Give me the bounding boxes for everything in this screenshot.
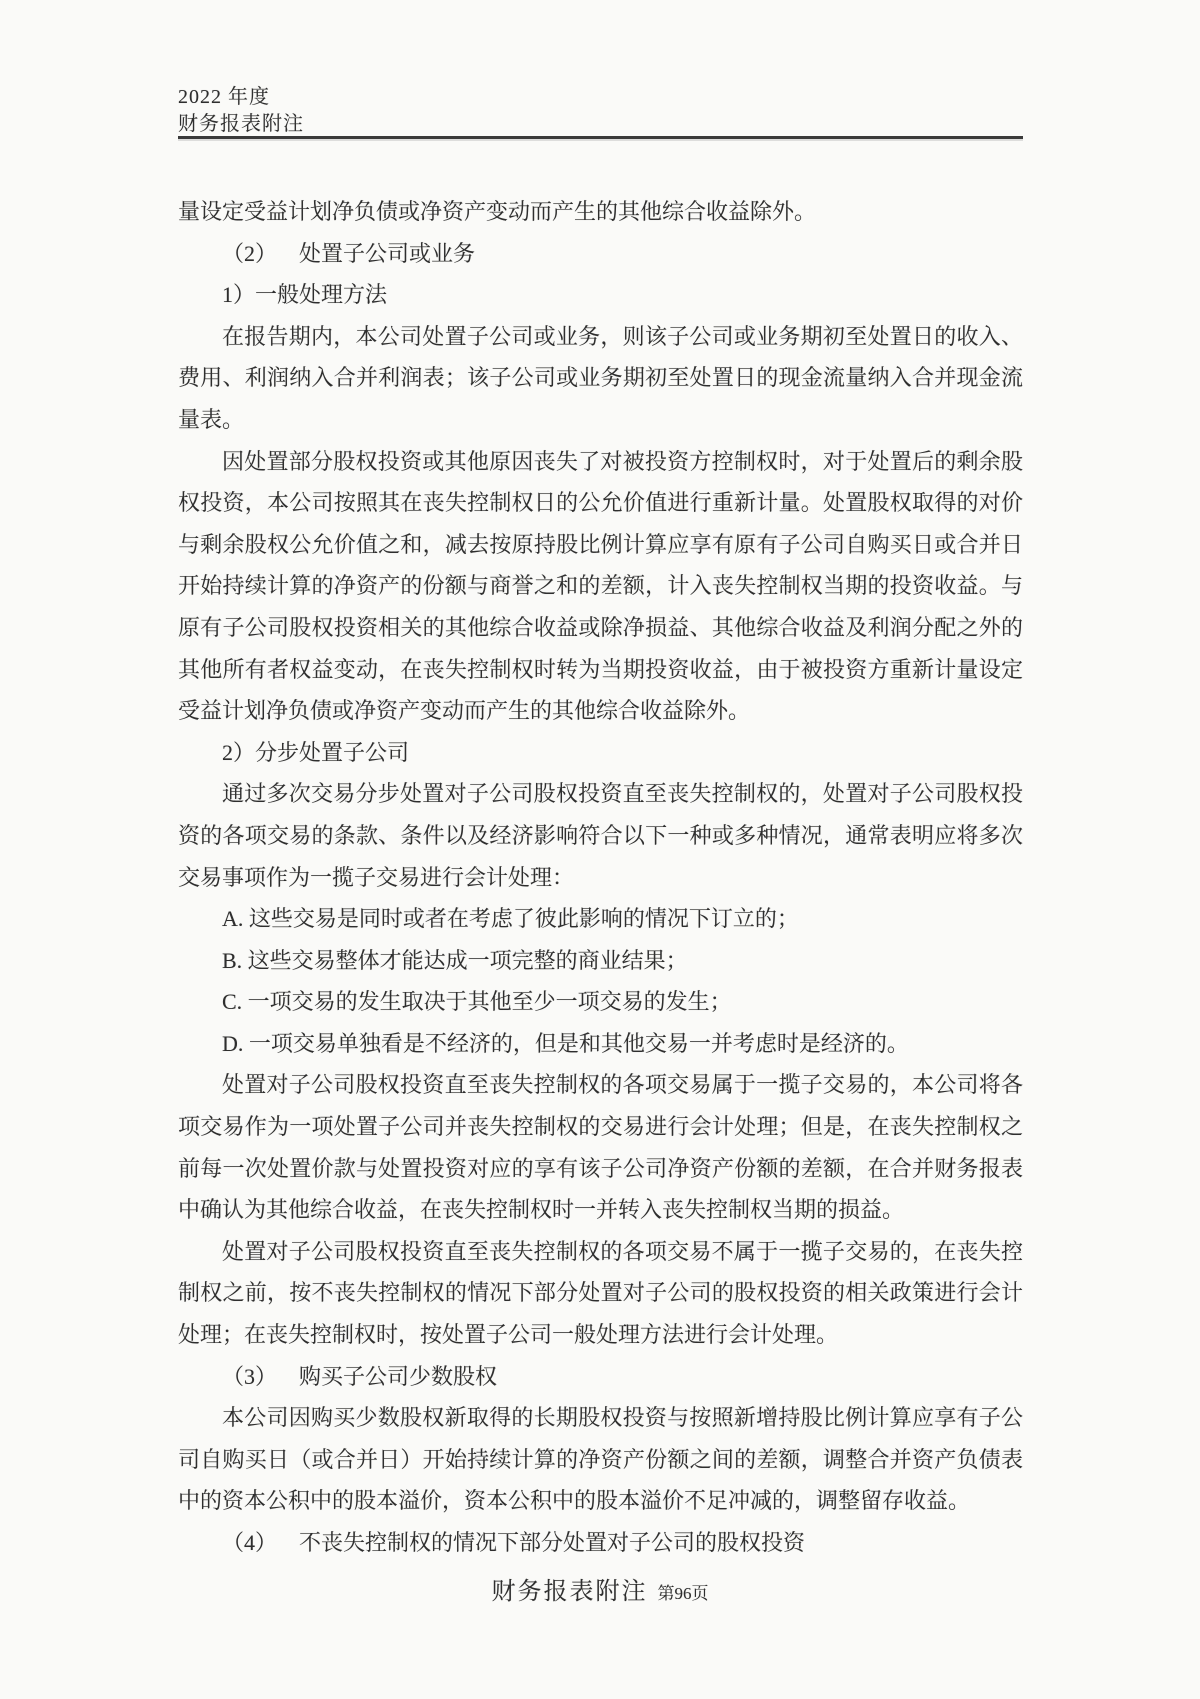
footer-title: 财务报表附注 (491, 1579, 648, 1605)
paragraph: 在报告期内，本公司处置子公司或业务，则该子公司或业务期初至处置日的收入、费用、利润纳入合并利润表；该子公司或业务期初至处置日的现金流量纳入合并现金流量表。 (178, 323, 1023, 432)
paragraph: 处置对子公司股权投资直至丧失控制权的各项交易不属于一揽子交易的，在丧失控制权之前，按不丧失控制权的情况下部分处置对子公司的股权投资的相关政策进行会计处理；在丧失控制权时，按处置子公司一般处理方法进行会计处理。 (178, 1238, 1023, 1348)
section-heading-4 (178, 1522, 1023, 1564)
list-item-a: A. 这些交易是同时或者在考虑了彼此影响的情况下订立的； (222, 906, 799, 932)
list-item-d: D. 一项交易单独看是不经济的，但是和其他交易一并考虑时是经济的。 (222, 1030, 909, 1056)
section-number: （2） (222, 240, 278, 266)
header-rule (178, 136, 1023, 139)
paragraph: 本公司因购买少数股权新取得的长期股权投资与按照新增持股比例计算应享有子公司自购买日（或合并日）开始持续计算的净资产份额之间的差额，调整合并资产负债表中的资本公积中的股本溢价，资本公积中的股本溢价不足冲减的，调整留存收益。 (178, 1405, 1023, 1514)
page-footer (0, 1574, 1200, 1613)
header-year-line: 2022 年度 (178, 86, 270, 108)
paragraph: 通过多次交易分步处置对子公司股权投资直至丧失控制权的，处置对子公司股权投资的各项交易的条款、条件以及经济影响符合以下一种或多种情况，通常表明应将多次交易事项作为一揽子交易进行会计处理： (178, 781, 1023, 890)
paragraph: 因处置部分股权投资或其他原因丧失了对被投资方控制权时，对于处置后的剩余股权投资，本公司按照其在丧失控制权日的公允价值进行重新计量。处置股权取得的对价与剩余股权公允价值之和，减去按原持股比例计算应享有原有子公司自购买日或合并日开始持续计算的净资产的份额与商誉之和的差额，计入丧失控制权当期的投资收益。与原有子公司股权投资相关的其他综合收益或除净损益、其他综合收益及利润分配之外的其他所有者权益变动，在丧失控制权时转为当期投资收益，由于被投资方重新计量设定受益计划净负债或净资产变动而产生的其他综合收益除外。 (178, 448, 1023, 724)
paragraph: 处置对子公司股权投资直至丧失控制权的各项交易属于一揽子交易的，本公司将各项交易作为一项处置子公司并丧失控制权的交易进行会计处理；但是，在丧失控制权之前每一次处置价款与处置投资对应的享有该子公司净资产份额的差额，在合并财务报表中确认为其他综合收益，在丧失控制权时一并转入丧失控制权当期的损益。 (178, 1072, 1023, 1223)
page-header (178, 84, 304, 138)
header-doc-title-line: 财务报表附注 (178, 113, 304, 135)
section-title: 不丧失控制权的情况下部分处置对子公司的股权投资 (299, 1530, 806, 1555)
subheading-1: 1）一般处理方法 (222, 282, 388, 308)
subheading-2: 2）分步处置子公司 (222, 739, 410, 765)
section-title: 购买子公司少数股权 (299, 1363, 498, 1389)
list-item-b: B. 这些交易整体才能达成一项完整的商业结果； (222, 947, 688, 973)
section-number: （3） (222, 1363, 278, 1389)
list-item-c: C. 一项交易的发生取决于其他至少一项交易的发生； (222, 989, 732, 1015)
paragraph-continuation: 量设定受益计划净负债或净资产变动而产生的其他综合收益除外。 (178, 199, 817, 224)
section-heading-3 (178, 1356, 1023, 1398)
document-body (178, 191, 1023, 1564)
section-heading-2 (178, 233, 1023, 275)
footer-page-number: 第96页 (657, 1584, 709, 1603)
section-number: （4） (222, 1530, 278, 1555)
section-title: 处置子公司或业务 (299, 240, 476, 266)
